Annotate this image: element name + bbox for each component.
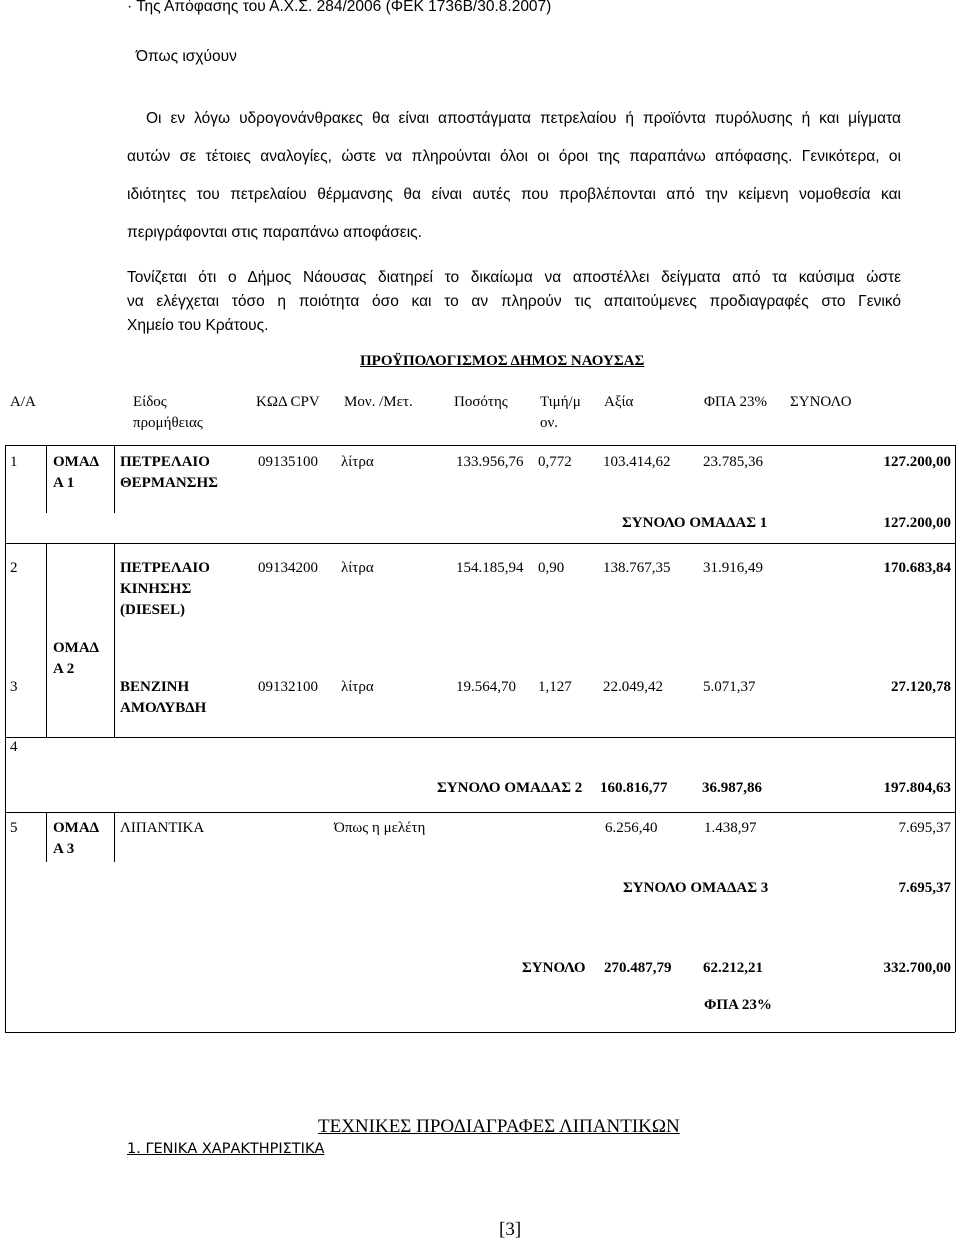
grand-total-vat: 62.212,21 — [703, 960, 763, 976]
row-total: 127.200,00 — [883, 454, 951, 470]
table-rule — [46, 445, 47, 513]
table-rule — [114, 543, 115, 737]
header-aa: Α/Α — [10, 394, 36, 410]
unit: λίτρα — [341, 560, 374, 576]
row-total: 170.683,84 — [883, 560, 951, 576]
paragraph-hydrocarbons — [127, 100, 901, 252]
vat: 5.071,37 — [703, 679, 756, 695]
subtotal-total: 127.200,00 — [883, 515, 951, 531]
budget-title: ΠΡΟΫΠΟΛΟΓΙΣΜΟΣ ΔΗΜΟΣ ΝΑΟΥΣΑΣ — [360, 353, 645, 369]
value: 22.049,42 — [603, 679, 663, 695]
subtotal-label: ΣΥΝΟΛΟ ΟΜΑΔΑΣ 3 — [623, 880, 769, 896]
as-valid-heading: Όπως ισχύουν — [136, 48, 237, 65]
table-rule — [46, 543, 47, 737]
group-label: Α 2 — [53, 661, 75, 677]
table-rule — [5, 445, 6, 1032]
group-label: Α 1 — [53, 475, 75, 491]
group-label: Α 3 — [53, 841, 75, 857]
page-number: [3] — [499, 1219, 522, 1240]
table-rule — [5, 543, 955, 544]
header-total: ΣΥΝΟΛΟ — [790, 394, 852, 410]
subtotal-label: ΣΥΝΟΛΟ ΟΜΑΔΑΣ 1 — [622, 515, 768, 531]
table-rule — [5, 445, 955, 446]
paragraph-line: Οι εν λόγω υδρογονάνθρακες θα είναι αποστάγματα πετρελαίου ή προϊόντα πυρόλυσης ή και μίγματα — [146, 110, 901, 127]
grand-total-total: 332.700,00 — [883, 960, 951, 976]
grand-total-label: ΣΥΝΟΛΟ — [522, 960, 586, 976]
header-qty: Ποσότης — [454, 394, 508, 410]
cpv-code: 09132100 — [258, 679, 318, 695]
cpv-code: 09135100 — [258, 454, 318, 470]
unit: λίτρα — [341, 679, 374, 695]
paragraph-line: Χημείο του Κράτους. — [127, 317, 269, 334]
paragraph-line: περιγράφονται στις παραπάνω αποφάσεις. — [127, 224, 422, 241]
header-unit: Μον. /Μετ. — [344, 394, 413, 410]
group-label: ΟΜΑΔ — [53, 640, 100, 656]
row-total: 7.695,37 — [898, 820, 951, 836]
group-label: ΟΜΑΔ — [53, 820, 100, 836]
table-rule — [955, 445, 956, 1032]
table-rule — [5, 1032, 955, 1033]
subtotal-total: 7.695,37 — [898, 880, 951, 896]
item-name: ΚΙΝΗΣΗΣ — [120, 581, 192, 597]
item-name: ΛΙΠΑΝΤΙΚΑ — [120, 820, 205, 836]
paragraph-samples — [127, 266, 901, 338]
vat: 23.785,36 — [703, 454, 763, 470]
subtotal-value: 160.816,77 — [600, 780, 668, 796]
vat: 31.916,49 — [703, 560, 763, 576]
row-aa: 3 — [10, 679, 18, 695]
header-type-line2: προμήθειας — [133, 415, 203, 431]
header-value: Αξία — [604, 394, 634, 410]
table-rule — [5, 812, 955, 813]
paragraph-line: ιδιότητες του πετρελαίου θέρμανσης θα είναι αυτές που προβλέπονται από την κείμενη νομοθεσία και — [127, 186, 901, 203]
group-label: ΟΜΑΔ — [53, 454, 100, 470]
unit: λίτρα — [341, 454, 374, 470]
paragraph-line: να ελέγχεται τόσο η ποιότητα όσο και το αν πληρούν τις απαιτούμενες προδιαγραφές στο Γενικό — [127, 293, 901, 310]
row-aa: 2 — [10, 560, 18, 576]
subtotal-vat: 36.987,86 — [702, 780, 762, 796]
grand-total-value: 270.487,79 — [604, 960, 672, 976]
table-rule — [5, 737, 955, 738]
table-rule — [114, 812, 115, 862]
cpv-code: 09134200 — [258, 560, 318, 576]
table-rule — [46, 812, 47, 862]
unit-price: 0,772 — [538, 454, 572, 470]
row-aa: 4 — [10, 739, 18, 755]
specs-title: ΤΕΧΝΙΚΕΣ ΠΡΟΔΙΑΓΡΑΦΕΣ ΛΙΠΑΝΤΙΚΩΝ — [318, 1116, 680, 1137]
grand-vat-label: ΦΠΑ 23% — [704, 997, 772, 1013]
row-aa: 1 — [10, 454, 18, 470]
header-price: Τιμή/μ — [540, 394, 581, 410]
unit-price: 0,90 — [538, 560, 565, 576]
paragraph-line: αυτών σε τέτοιες αναλογίες, ώστε να πληρούνται όλοι οι όροι της παραπάνω απόφασης. Γενικότερα, οι — [127, 148, 901, 165]
paragraph-line: Τονίζεται ότι ο Δήμος Νάουσας διατηρεί το δικαίωμα να αποστέλλει δείγματα από τα καύσιμα ώστε — [127, 269, 901, 286]
unit: Όπως η μελέτη — [334, 820, 426, 836]
row-total: 27.120,78 — [891, 679, 951, 695]
subtotal-total: 197.804,63 — [883, 780, 951, 796]
header-vat: ΦΠΑ 23% — [704, 394, 768, 410]
value: 6.256,40 — [605, 820, 658, 836]
unit-price: 1,127 — [538, 679, 572, 695]
item-name: ΘΕΡΜΑΝΣΗΣ — [120, 475, 218, 491]
value: 103.414,62 — [603, 454, 671, 470]
row-aa: 5 — [10, 820, 18, 836]
header-cpv: ΚΩΔ CPV — [256, 394, 320, 410]
decision-reference-line: · Της Απόφασης του Α.Χ.Σ. 284/2006 (ΦΕΚ 1736Β/30.8.2007) — [127, 0, 552, 15]
quantity: 133.956,76 — [456, 454, 524, 470]
header-type: Είδος — [133, 394, 167, 410]
quantity: 19.564,70 — [456, 679, 516, 695]
quantity: 154.185,94 — [456, 560, 524, 576]
vat: 1.438,97 — [704, 820, 757, 836]
item-name: (DIESEL) — [120, 602, 186, 618]
value: 138.767,35 — [603, 560, 671, 576]
header-price-line2: ον. — [540, 415, 559, 431]
subtotal-label: ΣΥΝΟΛΟ ΟΜΑΔΑΣ 2 — [437, 780, 583, 796]
section-heading: 1. ΓΕΝΙΚΑ ΧΑΡΑΚΤΗΡΙΣΤΙΚΑ — [127, 1141, 325, 1157]
table-rule — [114, 445, 115, 513]
item-name: ΠΕΤΡΕΛΑΙΟ — [120, 560, 210, 576]
item-name: ΑΜΟΛΥΒΔΗ — [120, 700, 207, 716]
item-name: ΒΕΝΖΙΝΗ — [120, 679, 190, 695]
item-name: ΠΕΤΡΕΛΑΙΟ — [120, 454, 210, 470]
